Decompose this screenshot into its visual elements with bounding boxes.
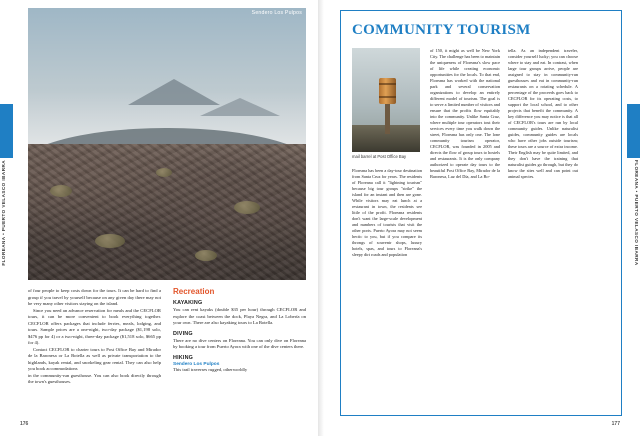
paragraph: This trail traverses rugged, otherworldly	[173, 367, 248, 373]
section-tab-label-right: FLOREANA • PUERTO VELASCO IBARRA	[634, 160, 639, 266]
heading-diving: DIVING	[173, 330, 193, 337]
sidebar-column-1	[352, 168, 422, 258]
heading-hiking: HIKING	[173, 354, 194, 361]
paragraph: There are no dive centers on Floreana. You can only dive on Floreana by booking a tour from Puerto Ayora with one of the dive centers there.	[173, 337, 306, 350]
paragraph: of four people to keep costs down for the tours. It can be hard to find a group if you travel by yourself because on any given day there may not be very many other visitors staying on the island.	[28, 288, 161, 307]
scrub-bush	[234, 201, 260, 214]
page-number-left: 176	[20, 421, 29, 427]
barrel-band	[379, 96, 396, 98]
sidebar-title: COMMUNITY TOURISM	[352, 22, 531, 38]
paragraph: Since you need an advance reservation for meals and the CECFLOR tours, it can be more convenient to book everything together. CECFLOR offers packages that include ferries, meals, lodging, and tours. Sample prices are a one-night, two-day package ($1,198 solo, $476 pp for 4) or a two-night, three-day package ($1,518 solo, $665 pp for 4).	[28, 307, 161, 346]
landscape-photo	[28, 8, 306, 280]
scrub-bush	[50, 185, 72, 197]
section-tab-marker-right	[627, 104, 640, 158]
heading-recreation: Recreation	[173, 287, 215, 296]
sidebar-column-3	[508, 48, 578, 180]
wooden-post	[385, 104, 390, 134]
photo-lava-field	[28, 144, 306, 280]
mail-barrel-icon	[379, 78, 396, 104]
paragraph: You can rent kayaks (double $35 per hour) through CECFLOR and explore the coast between the dock, Playa Negra, and La Lobería on your own. There are also kayaking tours to La Botella.	[173, 307, 306, 326]
left-page-text-columns	[28, 288, 306, 414]
section-tab-marker-left	[0, 104, 13, 158]
barrel-band	[379, 83, 396, 85]
section-tab-label-left: FLOREANA • PUERTO VELASCO IBARRA	[1, 160, 6, 266]
page-number-right: 177	[611, 421, 620, 427]
right-page	[320, 0, 640, 436]
photo-caption: mail barrel at Post Office Bay	[352, 154, 407, 159]
paragraph: Floreana has been a day-tour destination from Santa Cruz for years. The residents of Floreana call it "lightning tourism" because big tour groups "strike" the island for an instant and then are gone. While visitors may eat lunch at a restaurant in town, the residents see little of the profit. Floreana residents don't want the large-scale development and numbers of tourists that visit the other ports. Puerto Ayora may not seem hectic to you, but if you compare its throngs of souvenir shops, luxury hotels, spas, and tours to Floreana's sleepy dirt roads and population	[352, 168, 422, 258]
lava-texture	[28, 144, 306, 280]
sidebar-column-2	[430, 48, 500, 180]
heading-kayaking: KAYAKING	[173, 300, 203, 307]
photo-caption: Sendero Los Pulpos	[251, 10, 302, 16]
scrub-bush	[95, 234, 125, 248]
paragraph: in the community-run guesthouse. You can also book directly through the town's guesthouses.	[28, 372, 161, 385]
scrub-bush	[195, 250, 217, 261]
paragraph: tella. As an independent traveler, consider yourself lucky; you can choose where to stay and eat. In contrast, when large tour groups arrive, people are assigned to stay in community-run guesthouses and eat in community-run restaurants on a rotating schedule. A percentage of the proceeds goes back to CECFLOR for its operating costs, to support the local school, and to other projects that benefit the community. A key difference you may notice is that all of CECFLOR's tours are run by local community guides. Unlike naturalist guides, community guides are locals who have other jobs outside tourism; these tours are a source of extra income. Their English may be quite limited, and they don't have the training that naturalist guides go through, but they do know the sites well and can point out animal species.	[508, 48, 578, 180]
paragraph: Contact CECFLOR to charter tours to Post Office Bay and Mirador de la Baronesa or La Botella as well as private transportation to the highlands, kayak rental, and snorkeling gear rental. They can also help you book accommodations	[28, 346, 161, 372]
trail-name: Sendero Los Pulpos	[173, 361, 220, 367]
volcano-cone-secondary-icon	[200, 98, 280, 116]
mail-barrel-photo	[352, 48, 420, 152]
paragraph: of 150, it might as well be New York City. The challenge has been to maintain the uniqueness of Floreana's slow pace of life while creating economic opportunities for the locals. To that end, Floreana has worked with the national park and several conservation organizations to develop an entirely different model of tourism. The goal is to serve a limited number of visitors and ensure that the profits flow equitably into the community. Unlike Santa Cruz, where multiple tour operators tout their services every time you walk down the street, Floreana has only one. The lone community tourism operator, CECFLOR, was founded in 2005 and directs the flow of group tours to hostels and restaurants. It is the only company authorized to operate day tours to the beautiful Post Office Bay, Mirador de la Baronesa, Luz del Día, and La Bo-	[430, 48, 500, 180]
